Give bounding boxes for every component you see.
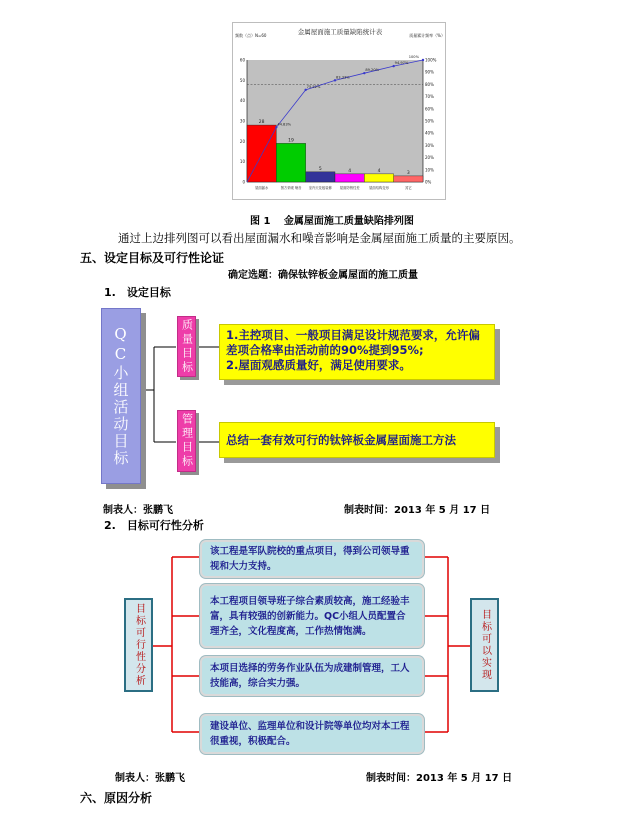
management-goal-label: 管理目标 — [177, 410, 196, 472]
right-tick-label: 60% — [425, 106, 434, 112]
right-axis-label: 质量累计频率（%） — [409, 33, 445, 38]
right-tick-label: 100% — [425, 57, 437, 63]
conclusion-text: 通过上边排列图可以看出屋面漏水和噪音影响是金属屋面施工质量的主要原因。 — [118, 231, 521, 245]
bar — [335, 174, 364, 182]
cumulative-point — [275, 126, 277, 128]
right-tick-label: 80% — [425, 81, 434, 87]
cumulative-label: 94.97% — [394, 61, 409, 66]
category-label: 室内天花板装修 — [308, 186, 332, 190]
topic-line: 确定选题：确保钛锌板金属屋面的施工质量 — [228, 270, 418, 281]
section6-heading: 六、原因分析 — [80, 791, 153, 805]
category-label: 屋面防锈性差 — [339, 186, 360, 190]
bar-value-label: 4 — [348, 168, 352, 174]
footer2-maker: 制表人：张鹏飞 — [115, 773, 185, 784]
quality-goal-label: 质量目标 — [177, 316, 196, 377]
feasibility-item-4 — [200, 714, 424, 754]
figure-caption: 图 1 金属屋面施工质量缺陷排列图 — [250, 216, 414, 227]
cumulative-point — [392, 65, 394, 67]
left-tick-label: 40 — [239, 98, 245, 104]
cumulative-label: 83.33% — [336, 75, 350, 80]
left-tick-label: 0 — [242, 179, 245, 185]
feasibility-left-box: 目标可行性分析 — [124, 598, 153, 692]
feasibility-item-4-text: 建设单位、监理单位和设计院等单位均对本工程很重视，积极配合。 — [210, 721, 410, 747]
cumulative-label: 75.52% — [306, 84, 321, 89]
section5-heading: 五、设定目标及可行性论证 — [80, 251, 225, 265]
cumulative-point — [334, 79, 336, 81]
right-tick-label: 70% — [425, 94, 434, 100]
feasibility-item-1 — [200, 540, 424, 578]
left-tick-label: 20 — [239, 138, 245, 144]
feasibility-item-2-text: 本工程项目领导班子综合素质较高，施工经验丰富，具有较强的创新能力。QC小组人员配置合理齐全，文化程度高，工作热情饱满。 — [210, 595, 410, 637]
left-axis-label: 频数（点）N=60 — [235, 33, 267, 38]
cumulative-label: 100% — [408, 55, 419, 59]
sub1-heading: 1. 设定目标 — [104, 286, 171, 299]
category-label: 屋面漏水 — [255, 186, 269, 190]
bar — [306, 172, 335, 182]
feasibility-item-2 — [200, 584, 424, 648]
cumulative-point — [304, 89, 306, 91]
feasibility-item-1-text: 该工程是军队院校的重点项目，得到公司领导重视和大力支持。 — [210, 546, 410, 572]
bar — [394, 176, 423, 182]
quality-goal-line2: 2.屋面观感质量好，满足使用要求。 — [226, 358, 411, 372]
management-goal-text: 总结一套有效可行的钛锌板金属屋面施工方法 — [226, 432, 456, 447]
bar — [364, 174, 393, 182]
quality-goal-box — [219, 324, 495, 380]
right-tick-label: 90% — [425, 69, 434, 75]
left-tick-label: 50 — [239, 77, 245, 83]
left-tick-label: 10 — [239, 159, 245, 165]
feasibility-item-3 — [200, 656, 424, 696]
footer1-maker: 制表人：张鹏飞 — [103, 505, 173, 516]
cumulative-label: 44.83% — [277, 122, 292, 127]
feasibility-item-3-text: 本项目选择的劳务作业队伍为成建制管理，工人技能高，综合实力强。 — [210, 663, 410, 689]
cumulative-point — [363, 72, 365, 74]
bar-value-label: 28 — [258, 120, 265, 126]
management-goal-box — [219, 422, 495, 458]
category-label: 图方采暖 噪音 — [280, 186, 302, 190]
footer1-date: 制表时间：2013 年 5 月 17 日 — [344, 505, 491, 516]
pareto-chart-svg — [233, 23, 447, 201]
right-tick-label: 10% — [425, 167, 434, 173]
bar-value-label: 4 — [377, 168, 381, 174]
bar — [276, 143, 305, 182]
chart-title: 金属屋面施工质量缺陷统计表 — [297, 28, 383, 36]
right-tick-label: 40% — [425, 130, 434, 136]
right-tick-label: 20% — [425, 155, 434, 161]
footer2-date: 制表时间：2013 年 5 月 17 日 — [366, 773, 513, 784]
cumulative-label: 89.20% — [365, 68, 380, 73]
cumulative-point — [422, 59, 424, 61]
left-tick-label: 60 — [239, 57, 245, 63]
right-tick-label: 30% — [425, 142, 434, 148]
bar-value-label: 3 — [406, 170, 410, 176]
feasibility-right-box: 目标可以实现 — [470, 598, 499, 692]
qc-goal-main-box: QC小组活动目标 — [101, 308, 141, 484]
left-tick-label: 30 — [239, 118, 245, 124]
right-tick-label: 50% — [425, 118, 434, 124]
sub2-heading: 2. 目标可行性分析 — [104, 519, 204, 532]
category-label: 其它 — [405, 186, 412, 190]
pareto-chart — [232, 22, 446, 200]
bar-value-label: 19 — [288, 138, 294, 144]
category-label: 屋面结构变形 — [369, 186, 389, 190]
quality-goal-line1: 1.主控项目、一般项目满足设计规范要求，允许偏差项合格率由活动前的90%提到95%; — [226, 328, 480, 357]
bar-value-label: 5 — [318, 166, 322, 172]
right-tick-label: 0% — [425, 179, 432, 185]
